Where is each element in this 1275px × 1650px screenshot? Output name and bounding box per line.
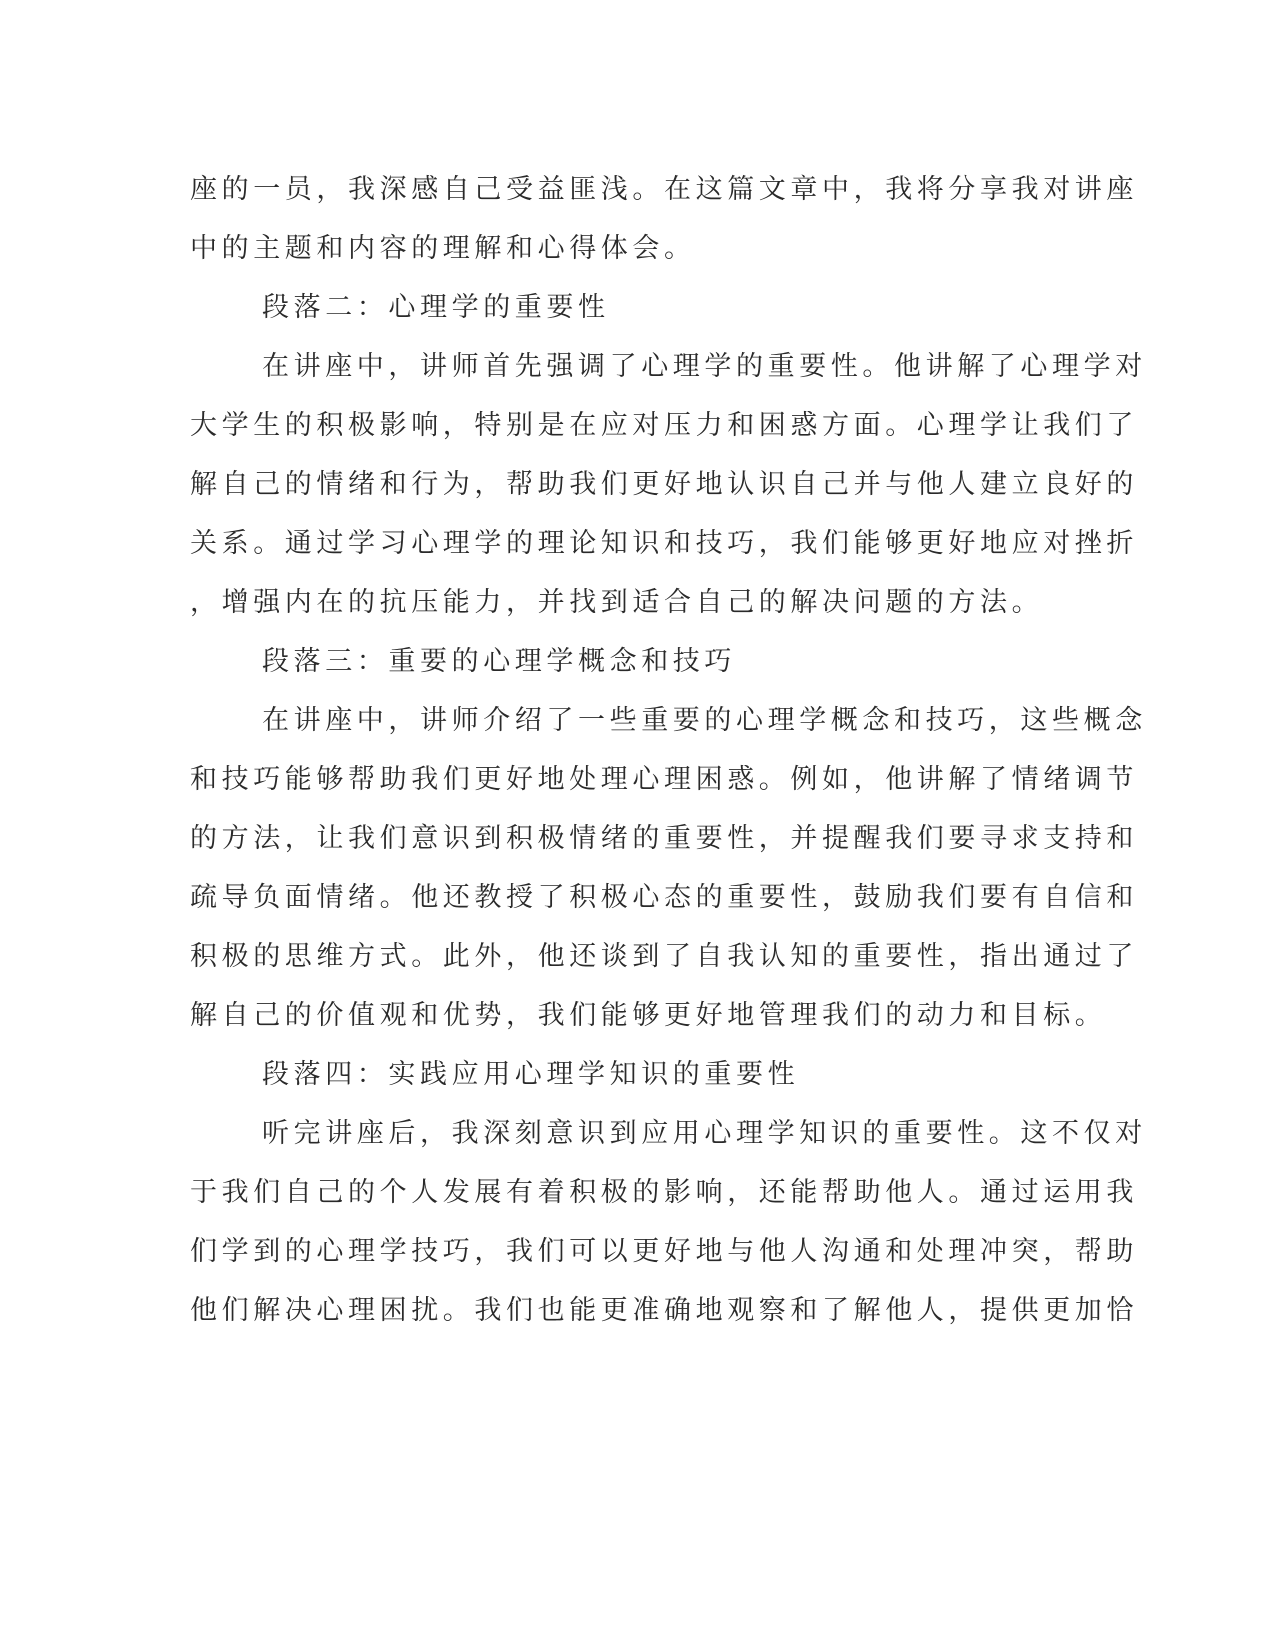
section-heading: 段落三：重要的心理学概念和技巧: [262, 646, 736, 677]
text-line: 的方法，让我们意识到积极情绪的重要性，并提醒我们要寻求支持和: [190, 823, 1138, 854]
text-line: 疏导负面情绪。他还教授了积极心态的重要性，鼓励我们要有自信和: [190, 882, 1138, 913]
text-line: 解自己的情绪和行为，帮助我们更好地认识自己并与他人建立良好的: [190, 469, 1138, 500]
text-line: 听完讲座后，我深刻意识到应用心理学知识的重要性。这不仅对: [262, 1118, 1147, 1149]
text-line: 关系。通过学习心理学的理论知识和技巧，我们能够更好地应对挫折: [190, 528, 1138, 559]
section-heading: 段落四：实践应用心理学知识的重要性: [262, 1059, 800, 1090]
text-line: 积极的思维方式。此外，他还谈到了自我认知的重要性，指出通过了: [190, 941, 1138, 972]
text-line: 和技巧能够帮助我们更好地处理心理困惑。例如，他讲解了情绪调节: [190, 764, 1138, 795]
text-line: 在讲座中，讲师介绍了一些重要的心理学概念和技巧，这些概念: [262, 705, 1147, 736]
text-line: 座的一员，我深感自己受益匪浅。在这篇文章中，我将分享我对讲座: [190, 174, 1138, 205]
text-line: 中的主题和内容的理解和心得体会。: [190, 233, 696, 264]
section-heading: 段落二：心理学的重要性: [262, 292, 610, 323]
text-line: 在讲座中，讲师首先强调了心理学的重要性。他讲解了心理学对: [262, 351, 1147, 382]
document-body: [190, 160, 1147, 1340]
text-line: 们学到的心理学技巧，我们可以更好地与他人沟通和处理冲突，帮助: [190, 1236, 1138, 1267]
text-line: 大学生的积极影响，特别是在应对压力和困惑方面。心理学让我们了: [190, 410, 1138, 441]
text-line: 解自己的价值观和优势，我们能够更好地管理我们的动力和目标。: [190, 1000, 1107, 1031]
text-line: 于我们自己的个人发展有着积极的影响，还能帮助他人。通过运用我: [190, 1177, 1138, 1208]
text-line: 他们解决心理困扰。我们也能更准确地观察和了解他人，提供更加恰: [190, 1295, 1138, 1326]
text-line: ，增强内在的抗压能力，并找到适合自己的解决问题的方法。: [190, 587, 1044, 618]
